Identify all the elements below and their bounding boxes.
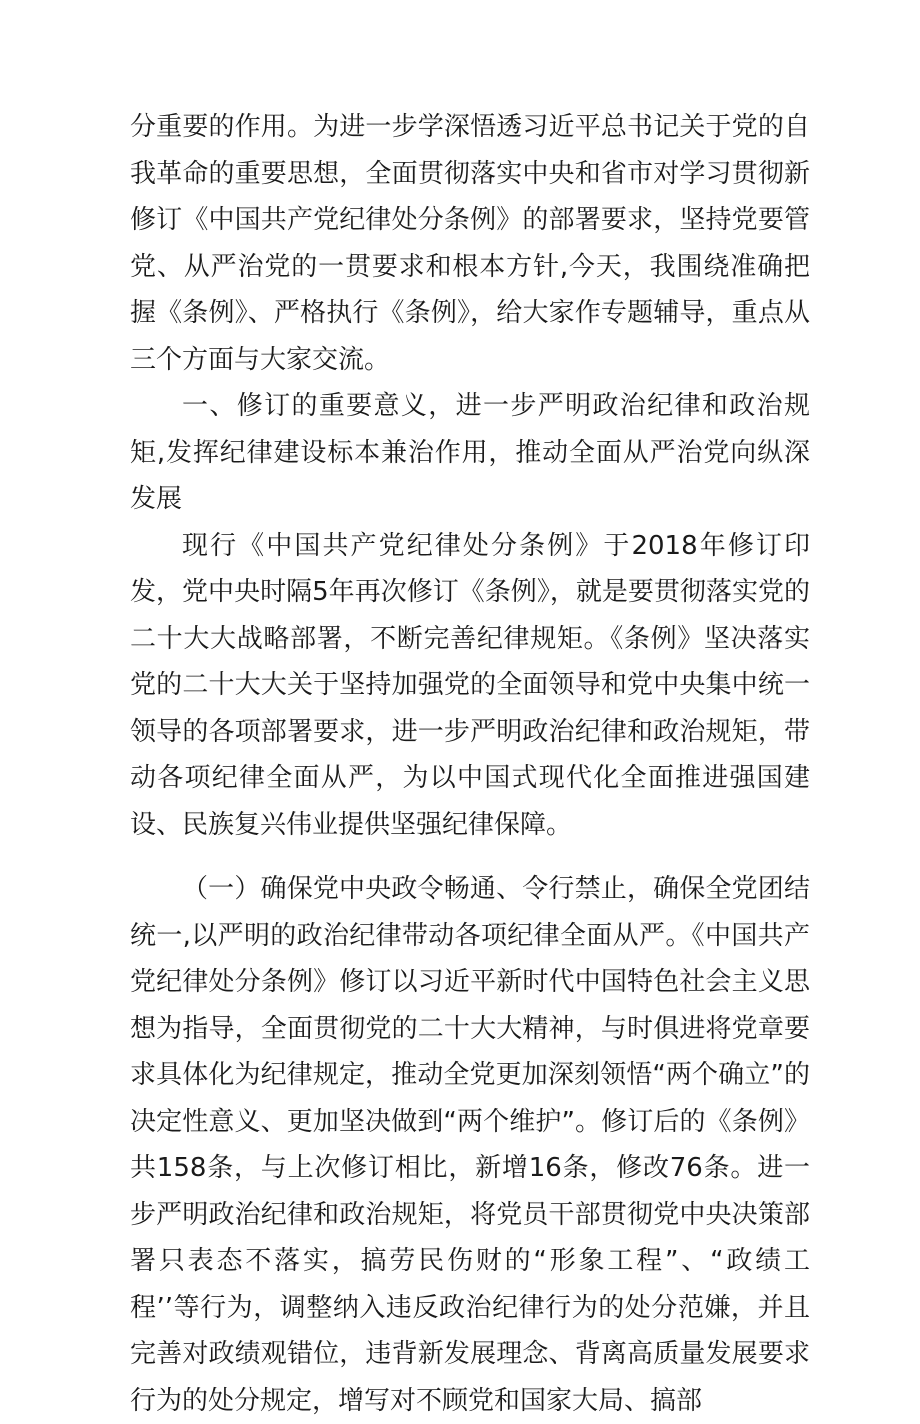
section-heading-1: 一、修订的重要意义，进一步严明政治纪律和政治规矩,发挥纪律建设标本兼治作用，推动全面从严治党向纵深发展 xyxy=(130,391,810,514)
paragraph-background: 现行《中国共产党纪律处分条例》于2018年修订印发，党中央时隔5年再次修订《条例》，就是要贯彻落实党的二十大大战略部署，不断完善纪律规矩。《条例》坚决落实党的二十大大关于坚持加强党的全面领导和党中央集中统一领导的各项部署要求，进一步严明政治纪律和政治规矩，带动各项纪律全面从严，为以中国式现代化全面推进强国建设、民族复兴伟业提供坚强纪律保障。 xyxy=(130,530,810,840)
document-body xyxy=(130,104,810,1424)
subsection-1: （一）确保党中央政令畅通、令行禁止，确保全党团结统一,以严明的政治纪律带动各项纪律全面从严。《中国共产党纪律处分条例》修订以习近平新时代中国特色社会主义思想为指导，全面贯彻党的二十大大精神，与时俱进将党章要求具体化为纪律规定，推动全党更加深刻领悟“两个确立”的决定性意义、更加坚决做到“两个维护”。修订后的《条例》共158条，与上次修订相比，新增16条，修改76条。进一步严明政治纪律和政治规矩，将党员干部贯彻党中央决策部署只表态不落实，搞劳民伤财的“形象工程”、“政绩工程’’等行为，调整纳入违反政治纪律行为的处分范嫌，并且完善对政绩观错位，违背新发展理念、背离高质量发展要求行为的处分规定，增写对不顾党和国家大局、搞部 xyxy=(130,874,810,1416)
paragraph-continuation: 分重要的作用。为进一步学深悟透习近平总书记关于党的自我革命的重要思想，全面贯彻落实中央和省市对学习贯彻新修订《中国共产党纪律处分条例》的部署要求，坚持党要管党、从严治党的一贯要求和根本方针,今天，我围绕准确把握《条例》、严格执行《条例》，给大家作专题辅导，重点从三个方面与大家交流。 xyxy=(130,112,810,375)
